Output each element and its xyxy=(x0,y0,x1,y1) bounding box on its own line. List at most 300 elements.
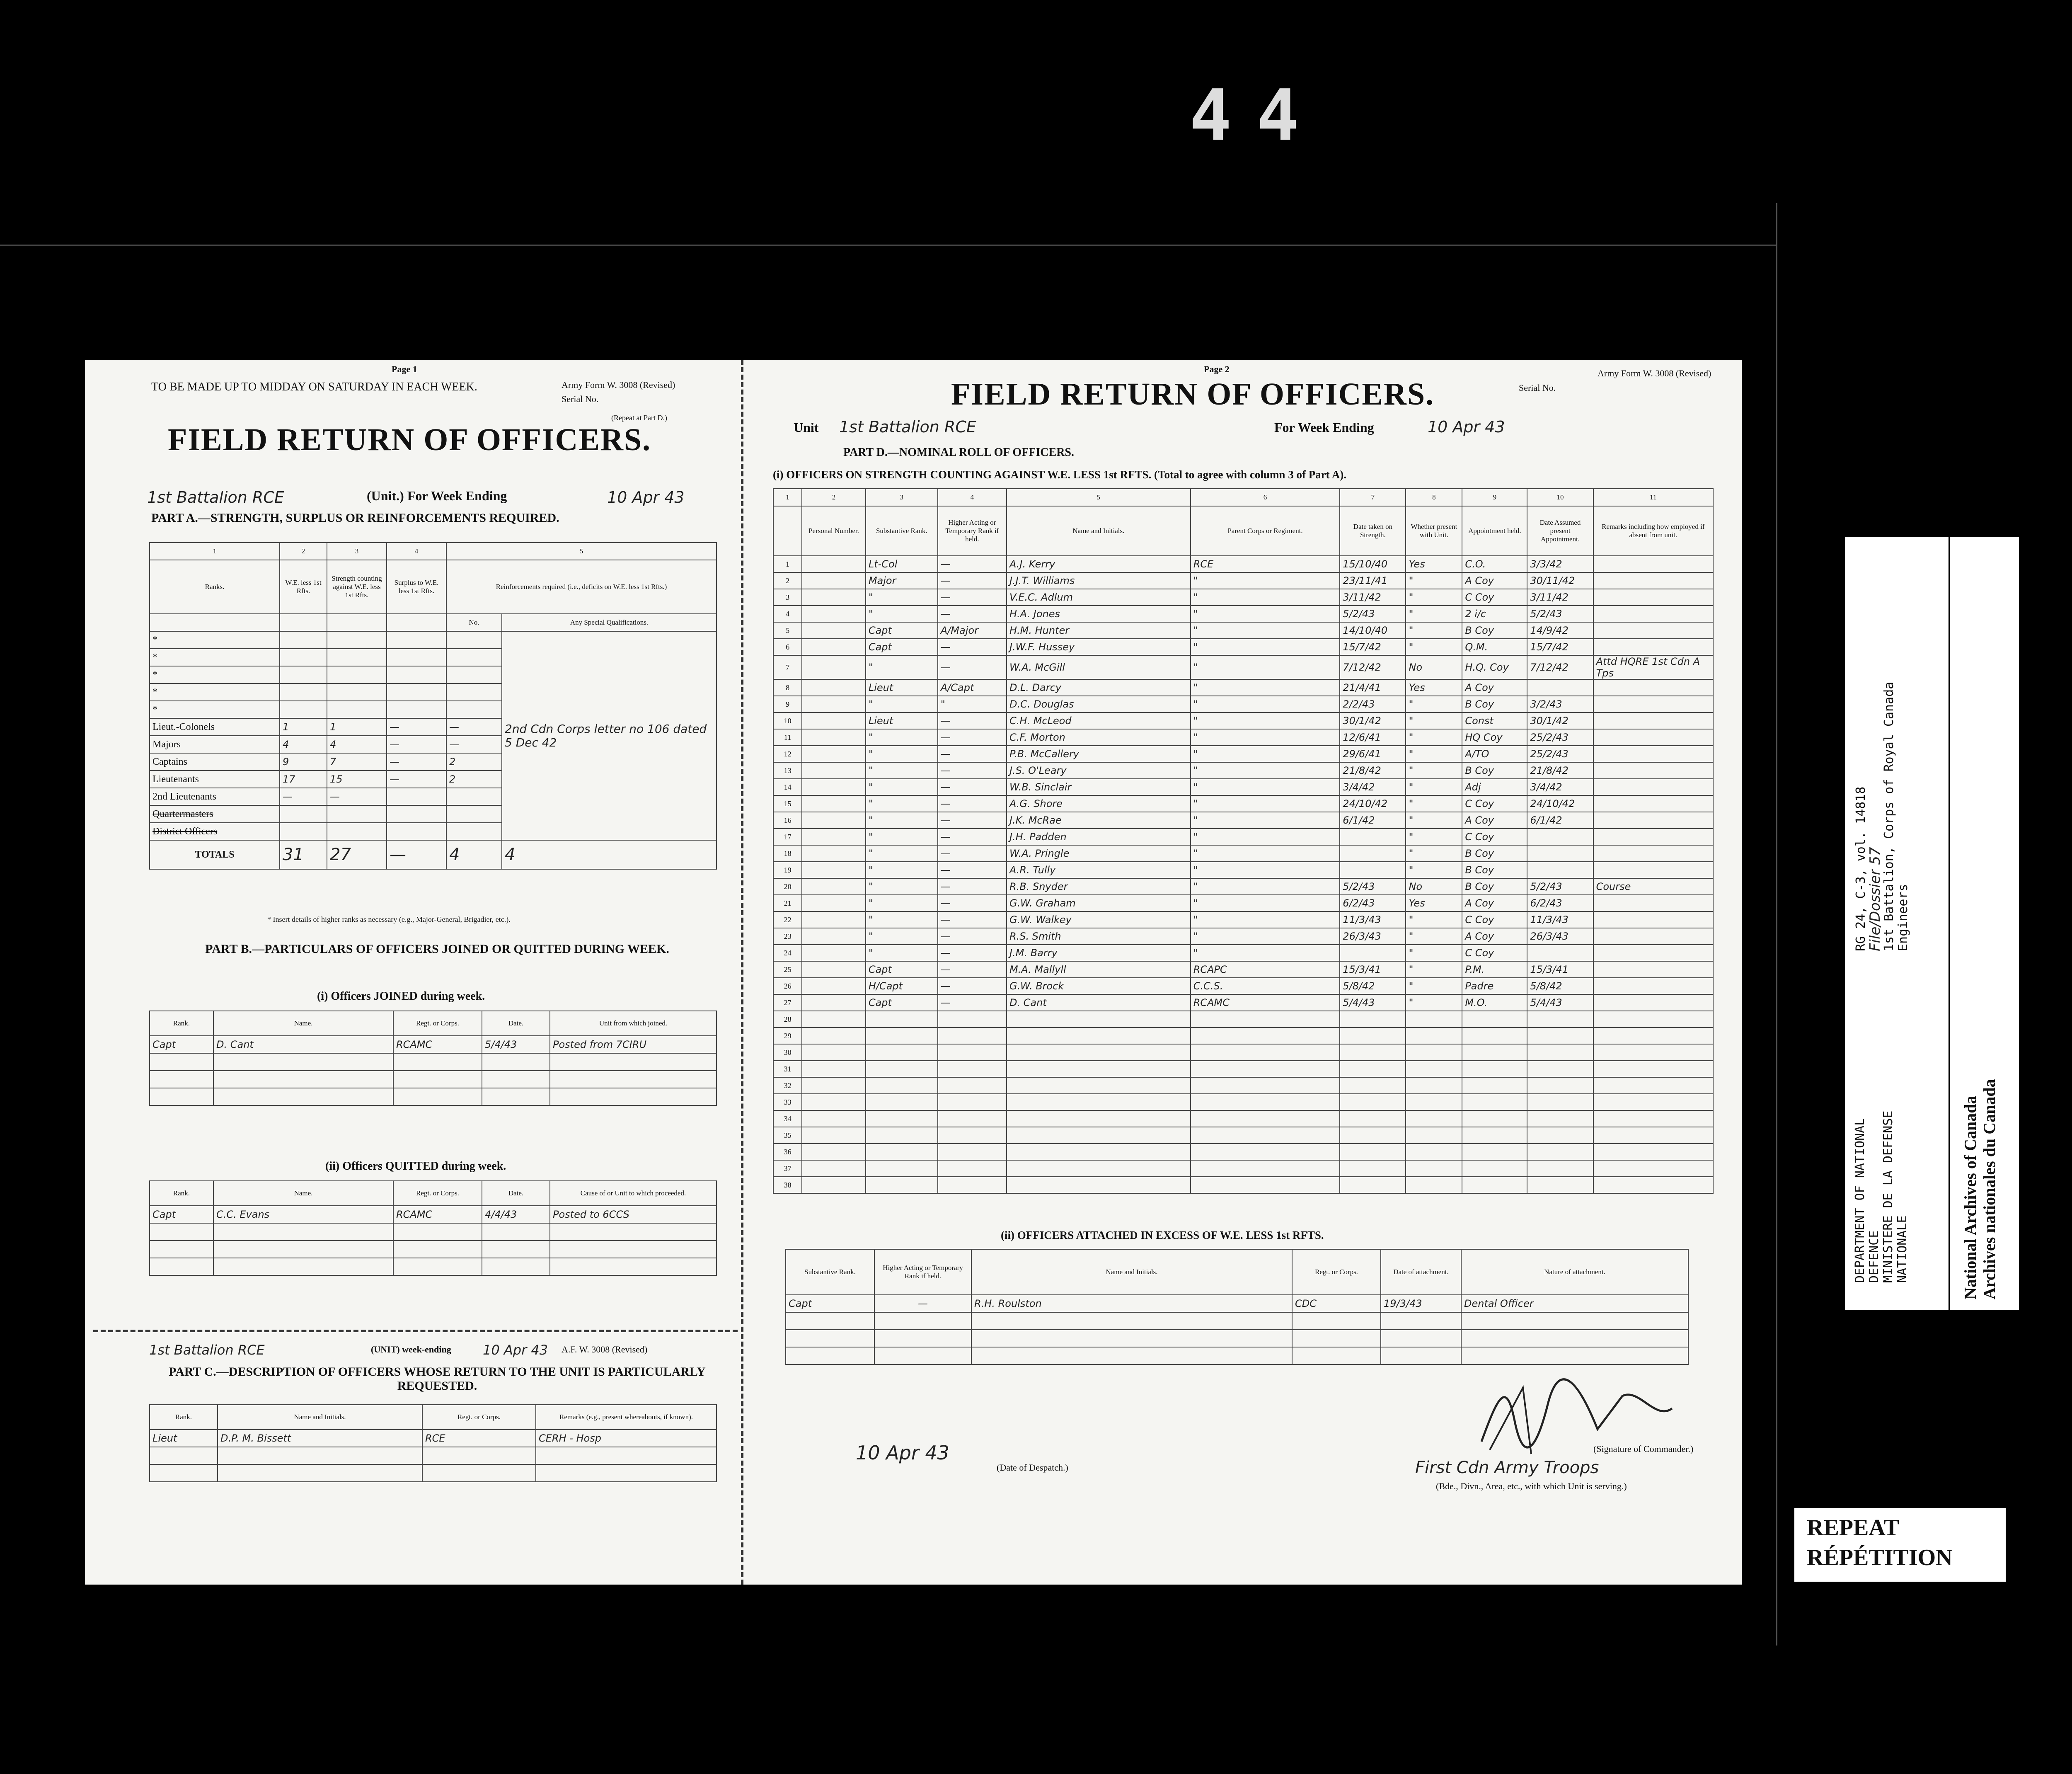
roll-cell: W.A. McGill xyxy=(1007,655,1191,679)
column-header: Parent Corps or Regiment. xyxy=(1191,506,1340,556)
repeat-label: REPEAT RÉPÉTITION xyxy=(1794,1508,2006,1582)
roll-cell xyxy=(1191,1044,1340,1061)
roll-cell: 15/10/40 xyxy=(1340,556,1406,572)
roll-cell: 11/3/43 xyxy=(1527,911,1593,928)
quitted-row: Capt C.C. Evans RCAMC 4/4/43 Posted to 6CCS xyxy=(150,1206,716,1223)
roll-cell xyxy=(1527,845,1593,862)
roll-cell xyxy=(1191,1144,1340,1160)
page-2-army-form: Army Form W. 3008 (Revised) xyxy=(1598,368,1711,378)
roll-cell: A.R. Tully xyxy=(1007,862,1191,878)
roll-cell xyxy=(802,589,866,606)
roll-cell: " xyxy=(866,655,938,679)
signature-label: (Signature of Commander.) xyxy=(1593,1444,1694,1454)
unit-label: (Unit.) For Week Ending xyxy=(367,488,507,503)
roll-cell: J.S. O'Leary xyxy=(1007,762,1191,779)
roll-cell: " xyxy=(1191,895,1340,911)
roll-cell: 7/12/42 xyxy=(1340,655,1406,679)
part-c-row: Lieut D.P. M. Bissett RCE CERH - Hosp xyxy=(150,1430,716,1447)
column-number: 11 xyxy=(1593,489,1713,506)
roll-cell xyxy=(938,1160,1007,1177)
roll-cell xyxy=(866,1110,938,1127)
department-text: DEPARTMENT OF NATIONAL DEFENCE MINISTERE DE LA DEFENSE NATIONALE xyxy=(1853,1110,1910,1283)
roll-cell xyxy=(802,746,866,762)
page-2-unit-label: Unit xyxy=(794,420,819,435)
roll-cell: — xyxy=(938,713,1007,729)
roll-cell xyxy=(1007,1028,1191,1044)
roll-cell xyxy=(866,1094,938,1110)
roll-cell: — xyxy=(938,978,1007,994)
roll-row xyxy=(773,572,1713,589)
roll-cell: Yes xyxy=(1406,895,1462,911)
roll-row xyxy=(773,762,1713,779)
roll-cell xyxy=(1406,1011,1462,1028)
roll-cell xyxy=(1593,1160,1713,1177)
roll-cell: C.H. McLeod xyxy=(1007,713,1191,729)
roll-cell: — xyxy=(938,895,1007,911)
column-number: 8 xyxy=(1406,489,1462,506)
roll-cell xyxy=(1340,1061,1406,1077)
roll-cell xyxy=(938,1110,1007,1127)
roll-cell xyxy=(866,1011,938,1028)
roll-cell: A/Major xyxy=(938,622,1007,639)
roll-cell: " xyxy=(1191,679,1340,696)
roll-cell: " xyxy=(1191,829,1340,845)
roll-cell xyxy=(1462,1144,1527,1160)
roll-cell xyxy=(866,1061,938,1077)
roll-cell xyxy=(1527,1160,1593,1177)
roll-cell xyxy=(1191,1061,1340,1077)
roll-cell: 11/3/43 xyxy=(1340,911,1406,928)
roll-cell xyxy=(1462,1077,1527,1094)
roll-cell xyxy=(1593,1110,1713,1127)
roll-cell xyxy=(802,1011,866,1028)
roll-cell: 21/4/41 xyxy=(1340,679,1406,696)
column-number: 9 xyxy=(1462,489,1527,506)
roll-cell: " xyxy=(1406,961,1462,978)
roll-cell xyxy=(1462,1177,1527,1193)
roll-cell xyxy=(802,878,866,895)
part-c-unit: 1st Battalion RCE xyxy=(149,1342,265,1358)
roll-row xyxy=(773,779,1713,795)
roll-cell: " xyxy=(1191,639,1340,655)
roll-cell xyxy=(1406,1094,1462,1110)
roll-cell xyxy=(1527,1144,1593,1160)
row-number: 21 xyxy=(773,895,802,911)
roll-row xyxy=(773,679,1713,696)
roll-cell: 26/3/43 xyxy=(1527,928,1593,945)
roll-cell xyxy=(1593,994,1713,1011)
roll-cell: Lieut xyxy=(866,679,938,696)
roll-cell xyxy=(1593,928,1713,945)
roll-cell: 15/3/41 xyxy=(1340,961,1406,978)
roll-cell: C.C.S. xyxy=(1191,978,1340,994)
part-d-title: PART D.—NOMINAL ROLL OF OFFICERS. xyxy=(843,446,1074,459)
row-number: 30 xyxy=(773,1044,802,1061)
part-a-row: Lieut.-Colonels 1 1 — — xyxy=(150,718,716,736)
part-c-table: Rank. Name and Initials. Regt. or Corps. Remarks (e.g., present whereabouts, if known). Lieut D.P. M. Bissett RCE CERH - Hosp xyxy=(149,1404,717,1482)
roll-cell xyxy=(1593,1077,1713,1094)
roll-cell xyxy=(1340,1094,1406,1110)
frame-divider-horizontal xyxy=(0,245,1776,246)
part-a-row: 2nd Lieutenants — — xyxy=(150,788,716,805)
roll-cell: J.W.F. Hussey xyxy=(1007,639,1191,655)
roll-cell xyxy=(1007,1144,1191,1160)
page-fold xyxy=(741,360,743,1585)
roll-cell xyxy=(938,1094,1007,1110)
roll-cell: " xyxy=(1191,696,1340,713)
roll-cell: " xyxy=(1406,696,1462,713)
roll-cell xyxy=(1593,911,1713,928)
roll-cell: " xyxy=(1191,812,1340,829)
row-number: 38 xyxy=(773,1177,802,1193)
part-a-table: 1 2 3 4 5 Ranks. W.E. less 1st Rfts. Strength counting against W.E. less 1st Rfts. Surplus to W.E. less 1st Rfts. Reinforcements required (i.e., deficits on W.E. less 1st Rfts.) No. Any Special Qualifications. * 2nd Cdn Corps letter no 106 dated 5 Dec 42 * * * * Lieut.-Colonels 1 1 — — Majors 4 4 — — Captains 9 7 — 2 Lieutenants 17 15 — 2 2nd Lieutenants — — Quartermasters District Officers TOTALS 31 27 — 4 4 xyxy=(149,542,717,870)
roll-cell xyxy=(938,1127,1007,1144)
roll-cell: " xyxy=(1191,589,1340,606)
roll-cell: 21/8/42 xyxy=(1527,762,1593,779)
roll-cell: H.A. Jones xyxy=(1007,606,1191,622)
roll-cell xyxy=(1406,1110,1462,1127)
roll-cell: No xyxy=(1406,655,1462,679)
roll-cell: C Coy xyxy=(1462,829,1527,845)
roll-cell: " xyxy=(866,878,938,895)
roll-cell: " xyxy=(866,762,938,779)
column-header: Appointment held. xyxy=(1462,506,1527,556)
part-a-row: Majors 4 4 — — xyxy=(150,736,716,753)
army-form-label: Army Form W. 3008 (Revised) xyxy=(562,380,675,390)
roll-cell xyxy=(1593,945,1713,961)
roll-cell: 15/3/41 xyxy=(1527,961,1593,978)
roll-cell: 5/8/42 xyxy=(1340,978,1406,994)
roll-cell xyxy=(1007,1061,1191,1077)
roll-cell: " xyxy=(1406,945,1462,961)
roll-cell xyxy=(1593,812,1713,829)
roll-cell xyxy=(802,895,866,911)
roll-cell: Padre xyxy=(1462,978,1527,994)
frame-divider-vertical xyxy=(1776,203,1777,1646)
row-number: 17 xyxy=(773,829,802,845)
roll-cell xyxy=(1593,1127,1713,1144)
roll-cell xyxy=(1593,1028,1713,1044)
roll-cell: Lt-Col xyxy=(866,556,938,572)
roll-cell xyxy=(1527,1110,1593,1127)
roll-cell: — xyxy=(938,746,1007,762)
attached-table: Substantive Rank. Higher Acting or Temporary Rank if held. Name and Initials. Regt. or Corps. Date of attachment. Nature of attachment. Capt — R.H. Roulston CDC 19/3/43 Dental Officer xyxy=(785,1249,1689,1365)
roll-cell: 5/2/43 xyxy=(1340,606,1406,622)
column-header: Whether present with Unit. xyxy=(1406,506,1462,556)
roll-row xyxy=(773,945,1713,961)
roll-cell: J.M. Barry xyxy=(1007,945,1191,961)
column-header: Name and Initials. xyxy=(1007,506,1191,556)
roll-cell: 5/8/42 xyxy=(1527,978,1593,994)
roll-cell: Major xyxy=(866,572,938,589)
roll-cell: 14/9/42 xyxy=(1527,622,1593,639)
roll-cell: M.O. xyxy=(1462,994,1527,1011)
roll-cell: " xyxy=(1406,994,1462,1011)
part-c-week: 10 Apr 43 xyxy=(483,1342,548,1358)
roll-cell xyxy=(1593,762,1713,779)
roll-row xyxy=(773,961,1713,978)
roll-cell: Yes xyxy=(1406,679,1462,696)
archive-reference-label xyxy=(1845,537,2019,1310)
roll-cell xyxy=(1593,779,1713,795)
roll-cell: Capt xyxy=(866,961,938,978)
roll-cell: " xyxy=(1406,911,1462,928)
roll-cell xyxy=(1340,1177,1406,1193)
roll-cell: Capt xyxy=(866,639,938,655)
roll-cell: 24/10/42 xyxy=(1527,795,1593,812)
roll-cell: 30/11/42 xyxy=(1527,572,1593,589)
roll-cell: 6/2/43 xyxy=(1527,895,1593,911)
roll-cell: " xyxy=(1406,928,1462,945)
column-header xyxy=(773,506,802,556)
roll-cell xyxy=(802,795,866,812)
roll-cell xyxy=(1593,746,1713,762)
roll-cell xyxy=(1593,1144,1713,1160)
row-number: 13 xyxy=(773,762,802,779)
roll-cell: HQ Coy xyxy=(1462,729,1527,746)
roll-cell: A Coy xyxy=(1462,679,1527,696)
roll-cell: 6/2/43 xyxy=(1340,895,1406,911)
roll-cell: " xyxy=(1406,589,1462,606)
roll-cell xyxy=(802,812,866,829)
roll-cell xyxy=(1527,1094,1593,1110)
roll-cell: 3/2/43 xyxy=(1527,696,1593,713)
roll-cell xyxy=(1340,1077,1406,1094)
section-ii-title: (ii) OFFICERS ATTACHED IN EXCESS OF W.E. LESS 1st RFTS. xyxy=(1001,1229,1324,1241)
roll-cell: Adj xyxy=(1462,779,1527,795)
roll-cell xyxy=(1593,679,1713,696)
roll-cell xyxy=(1191,1094,1340,1110)
roll-cell: — xyxy=(938,878,1007,895)
row-number: 9 xyxy=(773,696,802,713)
roll-cell: " xyxy=(1191,655,1340,679)
roll-cell xyxy=(1007,1077,1191,1094)
roll-cell xyxy=(866,1144,938,1160)
roll-row xyxy=(773,556,1713,572)
roll-cell: D. Cant xyxy=(1007,994,1191,1011)
roll-cell xyxy=(802,606,866,622)
roll-cell: — xyxy=(938,556,1007,572)
roll-cell: " xyxy=(1191,746,1340,762)
roll-row xyxy=(773,928,1713,945)
roll-cell xyxy=(1406,1160,1462,1177)
roll-cell xyxy=(1340,945,1406,961)
roll-cell: " xyxy=(1191,713,1340,729)
roll-cell: C.F. Morton xyxy=(1007,729,1191,746)
roll-cell xyxy=(802,1061,866,1077)
roll-row xyxy=(773,589,1713,606)
roll-cell xyxy=(938,1177,1007,1193)
joined-table: Rank. Name. Regt. or Corps. Date. Unit from which joined. Capt D. Cant RCAMC 5/4/43 Posted from 7CIRU xyxy=(149,1011,717,1106)
header-strength: Strength counting against W.E. less 1st Rfts. xyxy=(327,560,387,614)
roll-cell xyxy=(802,779,866,795)
nominal-roll-table xyxy=(773,488,1714,1194)
roll-cell xyxy=(802,1177,866,1193)
week-ending-value: 10 Apr 43 xyxy=(607,488,685,507)
roll-cell: 2 i/c xyxy=(1462,606,1527,622)
roll-cell: R.B. Snyder xyxy=(1007,878,1191,895)
roll-row xyxy=(773,978,1713,994)
roll-cell: — xyxy=(938,945,1007,961)
roll-cell: 5/2/43 xyxy=(1527,878,1593,895)
roll-cell: B Coy xyxy=(1462,762,1527,779)
roll-cell xyxy=(866,1028,938,1044)
header-reinforcements: Reinforcements required (i.e., deficits on W.E. less 1st Rfts.) xyxy=(446,560,716,614)
roll-cell xyxy=(802,1028,866,1044)
roll-cell: P.M. xyxy=(1462,961,1527,978)
roll-cell xyxy=(802,829,866,845)
roll-cell: " xyxy=(938,696,1007,713)
col-num: 3 xyxy=(327,543,387,560)
roll-cell: A/TO xyxy=(1462,746,1527,762)
roll-cell: 14/10/40 xyxy=(1340,622,1406,639)
roll-cell xyxy=(1191,1028,1340,1044)
roll-cell: 3/11/42 xyxy=(1527,589,1593,606)
roll-cell xyxy=(802,1094,866,1110)
roll-row xyxy=(773,795,1713,812)
roll-cell: 3/3/42 xyxy=(1527,556,1593,572)
roll-cell: — xyxy=(938,572,1007,589)
row-number: 8 xyxy=(773,679,802,696)
roll-cell xyxy=(1191,1160,1340,1177)
roll-cell: V.E.C. Adlum xyxy=(1007,589,1191,606)
roll-cell: H.Q. Coy xyxy=(1462,655,1527,679)
roll-cell: Capt xyxy=(866,994,938,1011)
label-divider xyxy=(1949,537,1950,1310)
roll-cell xyxy=(802,1144,866,1160)
roll-cell: " xyxy=(866,895,938,911)
roll-cell: W.A. Pringle xyxy=(1007,845,1191,862)
roll-row xyxy=(773,1127,1713,1144)
page-1 xyxy=(85,360,738,1585)
despatch-date: 10 Apr 43 xyxy=(856,1442,949,1464)
page-2-week-label: For Week Ending xyxy=(1274,420,1374,435)
roll-cell xyxy=(802,729,866,746)
roll-cell xyxy=(1593,895,1713,911)
roll-cell: " xyxy=(866,606,938,622)
column-header: Personal Number. xyxy=(802,506,866,556)
row-number: 15 xyxy=(773,795,802,812)
roll-cell xyxy=(866,1044,938,1061)
roll-cell: — xyxy=(938,655,1007,679)
row-number: 19 xyxy=(773,862,802,878)
roll-cell: — xyxy=(938,779,1007,795)
roll-cell: " xyxy=(1191,878,1340,895)
row-number: 31 xyxy=(773,1061,802,1077)
roll-cell: " xyxy=(1406,829,1462,845)
roll-cell xyxy=(1340,1110,1406,1127)
roll-cell xyxy=(1406,1177,1462,1193)
qualifications-value: 2nd Cdn Corps letter no 106 dated 5 Dec 42 xyxy=(502,631,716,840)
roll-cell: D.L. Darcy xyxy=(1007,679,1191,696)
roll-row xyxy=(773,1044,1713,1061)
roll-cell: 7/12/42 xyxy=(1527,655,1593,679)
page-2-label: Page 2 xyxy=(1204,364,1230,374)
roll-cell xyxy=(1593,1044,1713,1061)
row-number: 22 xyxy=(773,911,802,928)
roll-cell: " xyxy=(1406,845,1462,862)
part-a-row: Lieutenants 17 15 — 2 xyxy=(150,771,716,788)
roll-cell xyxy=(1593,589,1713,606)
roll-cell: " xyxy=(1406,606,1462,622)
roll-cell: " xyxy=(1191,622,1340,639)
roll-cell: A/Capt xyxy=(938,679,1007,696)
roll-cell xyxy=(1593,795,1713,812)
roll-cell xyxy=(1593,639,1713,655)
column-number: 5 xyxy=(1007,489,1191,506)
roll-cell: J.J.T. Williams xyxy=(1007,572,1191,589)
roll-cell: " xyxy=(866,746,938,762)
roll-cell xyxy=(802,862,866,878)
part-a-row: District Officers xyxy=(150,823,716,840)
roll-cell: 3/4/42 xyxy=(1527,779,1593,795)
row-number: 27 xyxy=(773,994,802,1011)
header-surplus: Surplus to W.E. less 1st Rfts. xyxy=(387,560,446,614)
column-header: Higher Acting or Temporary Rank if held. xyxy=(938,506,1007,556)
roll-cell xyxy=(802,1044,866,1061)
column-header: Date Assumed present Appointment. xyxy=(1527,506,1593,556)
roll-row xyxy=(773,1177,1713,1193)
roll-row xyxy=(773,1144,1713,1160)
row-number: 24 xyxy=(773,945,802,961)
roll-cell: " xyxy=(1406,795,1462,812)
roll-cell xyxy=(1593,729,1713,746)
roll-cell: B Coy xyxy=(1462,878,1527,895)
roll-cell xyxy=(802,845,866,862)
roll-row xyxy=(773,713,1713,729)
roll-cell: " xyxy=(1406,622,1462,639)
row-number: 11 xyxy=(773,729,802,746)
roll-cell xyxy=(1191,1011,1340,1028)
roll-row xyxy=(773,606,1713,622)
roll-cell: P.B. McCallery xyxy=(1007,746,1191,762)
roll-cell xyxy=(802,762,866,779)
roll-cell: " xyxy=(1406,978,1462,994)
roll-cell xyxy=(1593,1177,1713,1193)
roll-cell: Const xyxy=(1462,713,1527,729)
col-num: 5 xyxy=(446,543,716,560)
roll-cell xyxy=(1340,1144,1406,1160)
roll-cell: A Coy xyxy=(1462,572,1527,589)
row-number: 33 xyxy=(773,1094,802,1110)
roll-cell xyxy=(1340,1160,1406,1177)
roll-cell: " xyxy=(866,795,938,812)
row-number: 29 xyxy=(773,1028,802,1044)
row-number: 18 xyxy=(773,845,802,862)
roll-cell: 25/2/43 xyxy=(1527,746,1593,762)
roll-cell: " xyxy=(1406,779,1462,795)
roll-cell: — xyxy=(938,729,1007,746)
roll-cell xyxy=(938,1044,1007,1061)
roll-cell: — xyxy=(938,812,1007,829)
roll-cell: Capt xyxy=(866,622,938,639)
roll-cell xyxy=(1191,1077,1340,1094)
row-number: 5 xyxy=(773,622,802,639)
roll-cell: — xyxy=(938,762,1007,779)
roll-cell: B Coy xyxy=(1462,696,1527,713)
roll-cell: " xyxy=(1191,572,1340,589)
repeat-part-d-note: (Repeat at Part D.) xyxy=(611,414,667,422)
roll-cell xyxy=(1340,1044,1406,1061)
roll-cell xyxy=(1593,845,1713,862)
roll-cell: 30/1/42 xyxy=(1340,713,1406,729)
roll-cell xyxy=(1527,1028,1593,1044)
column-number: 3 xyxy=(866,489,938,506)
roll-cell: 26/3/43 xyxy=(1340,928,1406,945)
row-number: 2 xyxy=(773,572,802,589)
roll-cell xyxy=(1593,978,1713,994)
serial-label: Serial No. xyxy=(562,394,599,404)
